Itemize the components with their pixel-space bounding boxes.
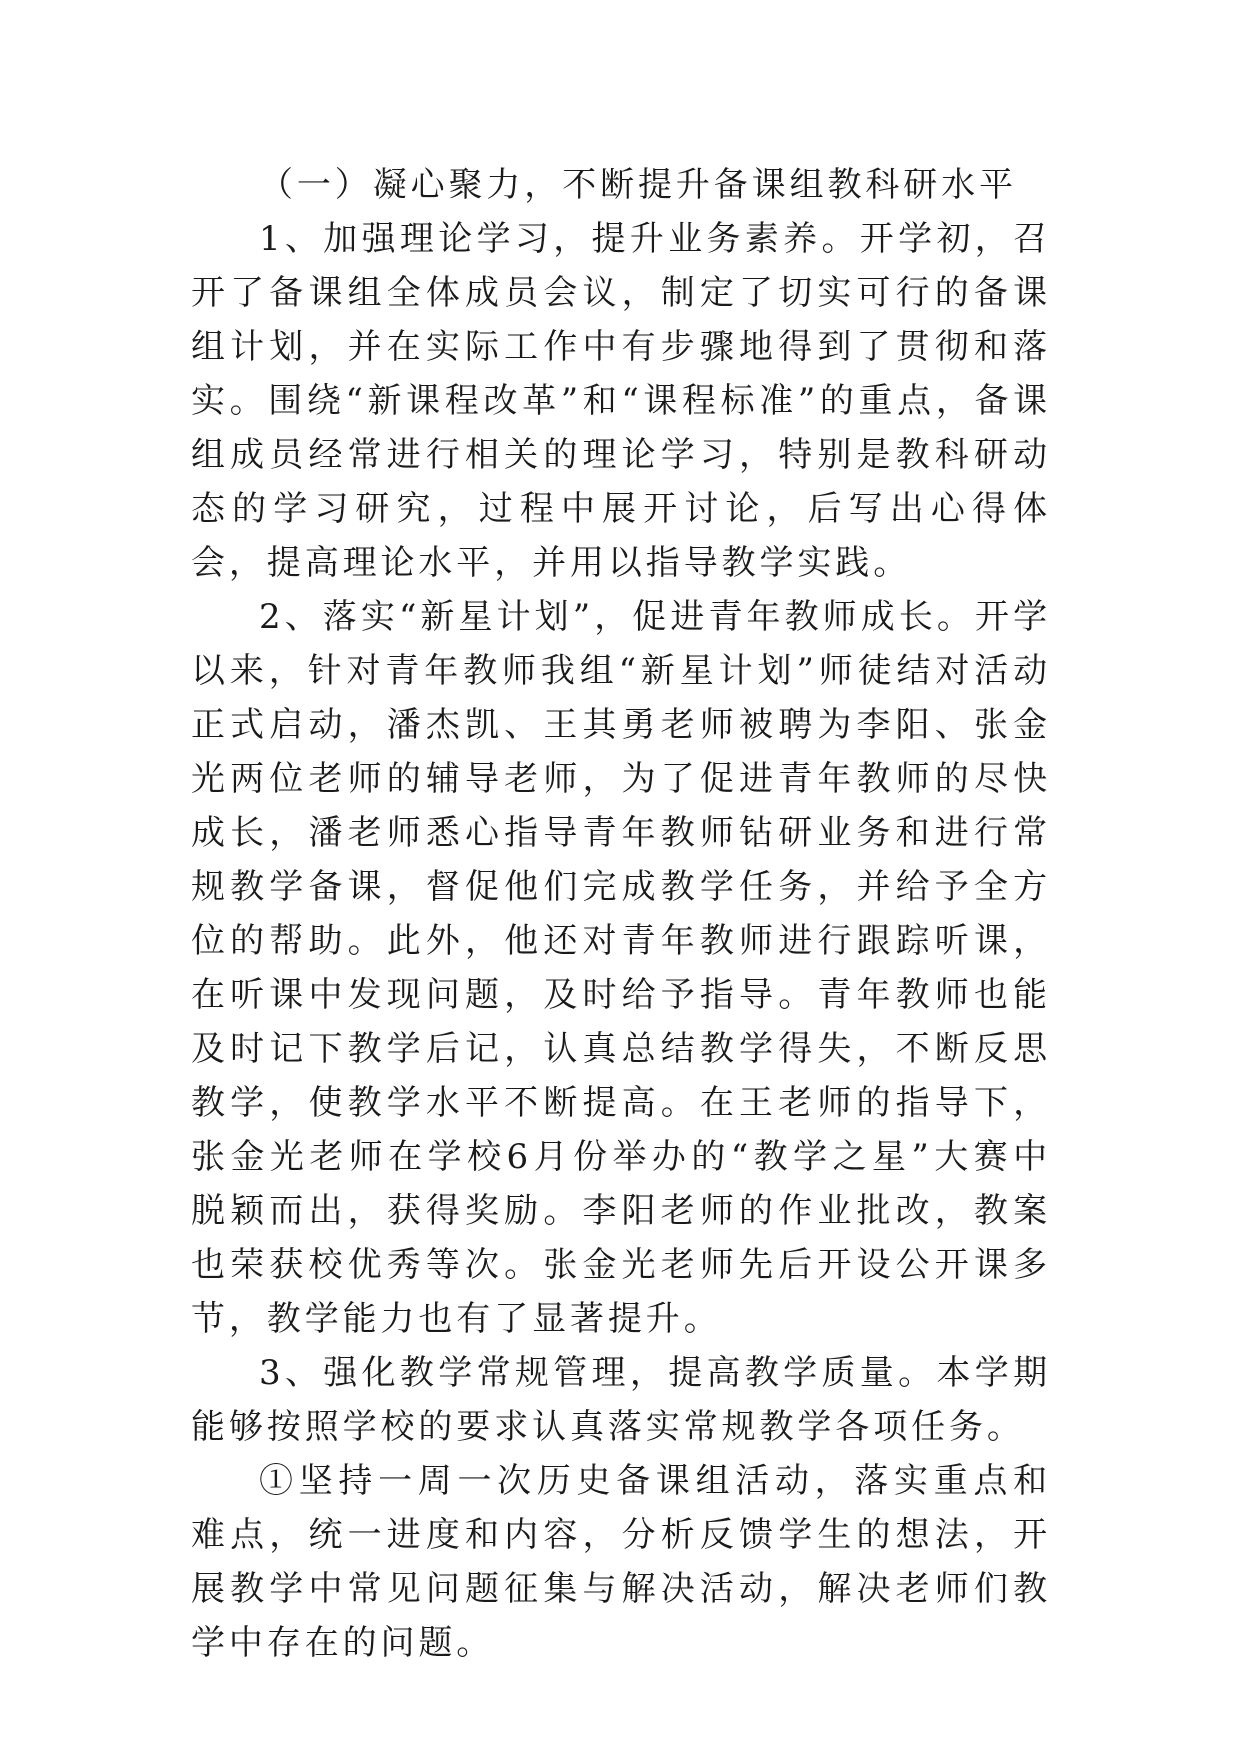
paragraph-theory-study: 1、加强理论学习，提升业务素养。开学初，召开了备课组全体成员会议，制定了切实可行的备课组计划，并在实际工作中有步骤地得到了贯彻和落实。围绕“新课程改革”和“课程标准”的重点，备课组成员经常进行相关的理论学习，特别是教科研动态的学习研究，过程中展开讨论，后写出心得体会，提高理论水平，并用以指导教学实践。 (191, 219, 1051, 583)
paragraph-weekly-activity: ①坚持一周一次历史备课组活动，落实重点和难点，统一进度和内容，分析反馈学生的想法，开展教学中常见问题征集与解决活动，解决老师们教学中存在的问题。 (191, 1461, 1051, 1663)
document-body (191, 158, 1051, 1670)
paragraph-new-star-plan: 2、落实“新星计划”，促进青年教师成长。开学以来，针对青年教师我组“新星计划”师徒结对活动正式启动，潘杰凯、王其勇老师被聘为李阳、张金光两位老师的辅导老师，为了促进青年教师的尽快成长，潘老师悉心指导青年教师钻研业务和进行常规教学备课，督促他们完成教学任务，并给予全方位的帮助。此外，他还对青年教师进行跟踪听课，在听课中发现问题，及时给予指导。青年教师也能及时记下教学后记，认真总结教学得失，不断反思教学，使教学水平不断提高。在王老师的指导下，张金光老师在学校6月份举办的“教学之星”大赛中脱颖而出，获得奖励。李阳老师的作业批改，教案也荣获校优秀等次。张金光老师先后开设公开课多节，教学能力也有了显著提升。 (191, 597, 1051, 1339)
section-heading: （一）凝心聚力，不断提升备课组教科研水平 (259, 165, 1017, 205)
paragraph-teaching-routine: 3、强化教学常规管理，提高教学质量。本学期能够按照学校的要求认真落实常规教学各项任务。 (191, 1353, 1051, 1447)
